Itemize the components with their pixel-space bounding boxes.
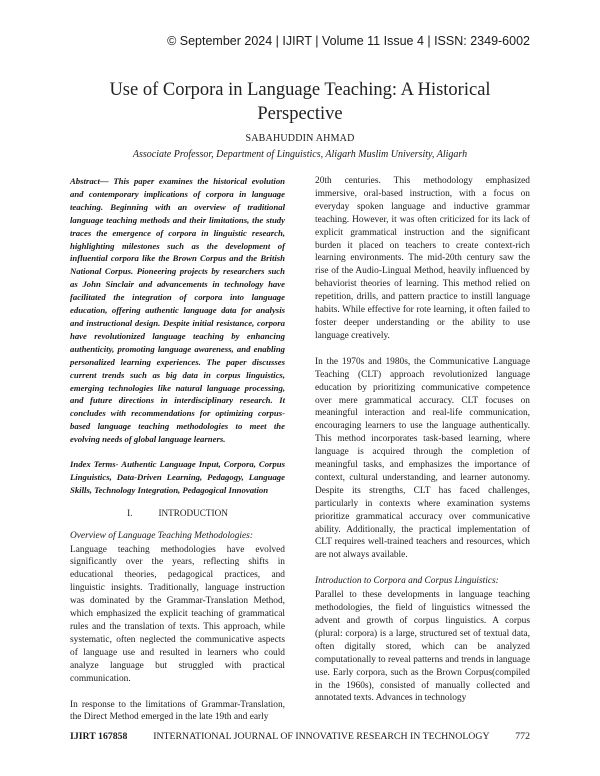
index-terms: Index Terms- Authentic Language Input, Corpora, Corpus Linguistics, Data-Driven Learning, Pedagogy, Language Skills, Technology Integration, Pedagogical Innovation — [70, 459, 285, 495]
paragraph: 20th centuries. This methodology emphasized immersive, oral-based instruction, with a focus on everyday spoken language and inductive grammar teaching. However, it was often criticized for its lack of explicit grammatical instruction and the significant burden it placed on teachers to create context-rich learning environments. The mid-20th century saw the rise of the Audio-Lingual Method, heavily influenced by behaviorist theories of learning. This method relied on repetition, drills, and pattern practice to instill language habits. While effective for rote learning, it often failed to foster deeper understanding or the ability to use language creatively. — [315, 176, 530, 341]
title-line-1: Use of Corpora in Language Teaching: A Historical — [109, 80, 491, 100]
title-line-2: Perspective — [257, 104, 343, 124]
journal-header: © September 2024 | IJIRT | Volume 11 Issue 4 | ISSN: 2349-6002 — [167, 34, 530, 48]
left-column — [70, 175, 285, 737]
paragraph: Language teaching methodologies have evolved significantly over the years, reflecting shifts in educational theories, pedagogical practices, and linguistic insights. Traditionally, language instruction was dominated by the Grammar-Translation Method, which emphasized the explicit teaching of grammatical rules and the translation of texts. This approach, while systematic, often neglected the communicative aspects of language use and resulted in learners who could analyze language but struggled with practical communication. — [70, 544, 285, 684]
author-affiliation: Associate Professor, Department of Linguistics, Aligarh Muslim University, Aligarh — [132, 149, 468, 160]
right-column — [315, 175, 530, 718]
abstract: Abstract— This paper examines the historical evolution and contemporary implications of corpora in language teaching. Beginning with an overview of traditional language teaching methods and their limitations, the study traces the emergence of corpora in linguistic research, highlighting milestones such as the development of influential corpora like the Brown Corpus and the British National Corpus. Pioneering projects by researchers such as John Sinclair and advancements in technology have facilitated the integration of corpora into language education, offering authentic language data for analysis and instructional design. Despite initial resistance, corpora have revolutionized language teaching by enhancing authenticity, promoting language awareness, and enabling personalized learning experiences. The paper discusses current trends such as big data in corpus linguistics, emerging technologies like natural language processing, and future directions in interdisciplinary research. It concludes with recommendations for optimizing corpus-based language teaching methodologies to meet the evolving needs of global language learners. — [70, 176, 285, 445]
subheading-overview: Overview of Language Teaching Methodologies: — [70, 530, 253, 541]
paragraph: In response to the limitations of Grammar-Translation, the Direct Method emerged in the late 19th and early — [70, 699, 285, 723]
section-number: I. — [127, 507, 133, 518]
subheading-corpora: Introduction to Corpora and Corpus Linguistics: — [315, 576, 499, 587]
paragraph: In the 1970s and 1980s, the Communicative Language Teaching (CLT) approach revolutionized language education by prioritizing communicative competence over mere grammatical accuracy. CLT focuses on meaningful interaction and real-life communication, encouraging learners to use the language authentically. This method incorporates task-based learning, where language is acquired through the completion of meaningful tasks, and emphasizes the importance of context, cultural understanding, and learner autonomy. Despite its strengths, CLT has faced challenges, particularly in contexts where examination systems prioritize grammatical accuracy over communicative ability. Additionally, the practical implementation of CLT requires well-trained teachers and resources, which are not always available. — [315, 356, 530, 561]
paper-id: IJIRT 167858 — [70, 731, 128, 742]
page-number: 772 — [515, 731, 530, 742]
section-heading-introduction — [70, 507, 285, 520]
journal-name: INTERNATIONAL JOURNAL OF INNOVATIVE RESEARCH IN TECHNOLOGY — [153, 731, 490, 742]
paper-title — [60, 78, 540, 126]
section-title: INTRODUCTION — [158, 507, 228, 518]
page-footer — [70, 731, 530, 742]
paragraph: Parallel to these developments in language teaching methodologies, the field of linguistics witnessed the advent and growth of corpus linguistics. A corpus (plural: corpora) is a large, structured set of textual data, often digitally stored, which can be analyzed computationally to reveal patterns and trends in language use. Early corpora, such as the Brown Corpus(compiled in the 1960s), consisted of manually collected and annotated texts. Advances in technology — [315, 590, 530, 704]
author-name: SABAHUDDIN AHMAD — [245, 133, 355, 144]
